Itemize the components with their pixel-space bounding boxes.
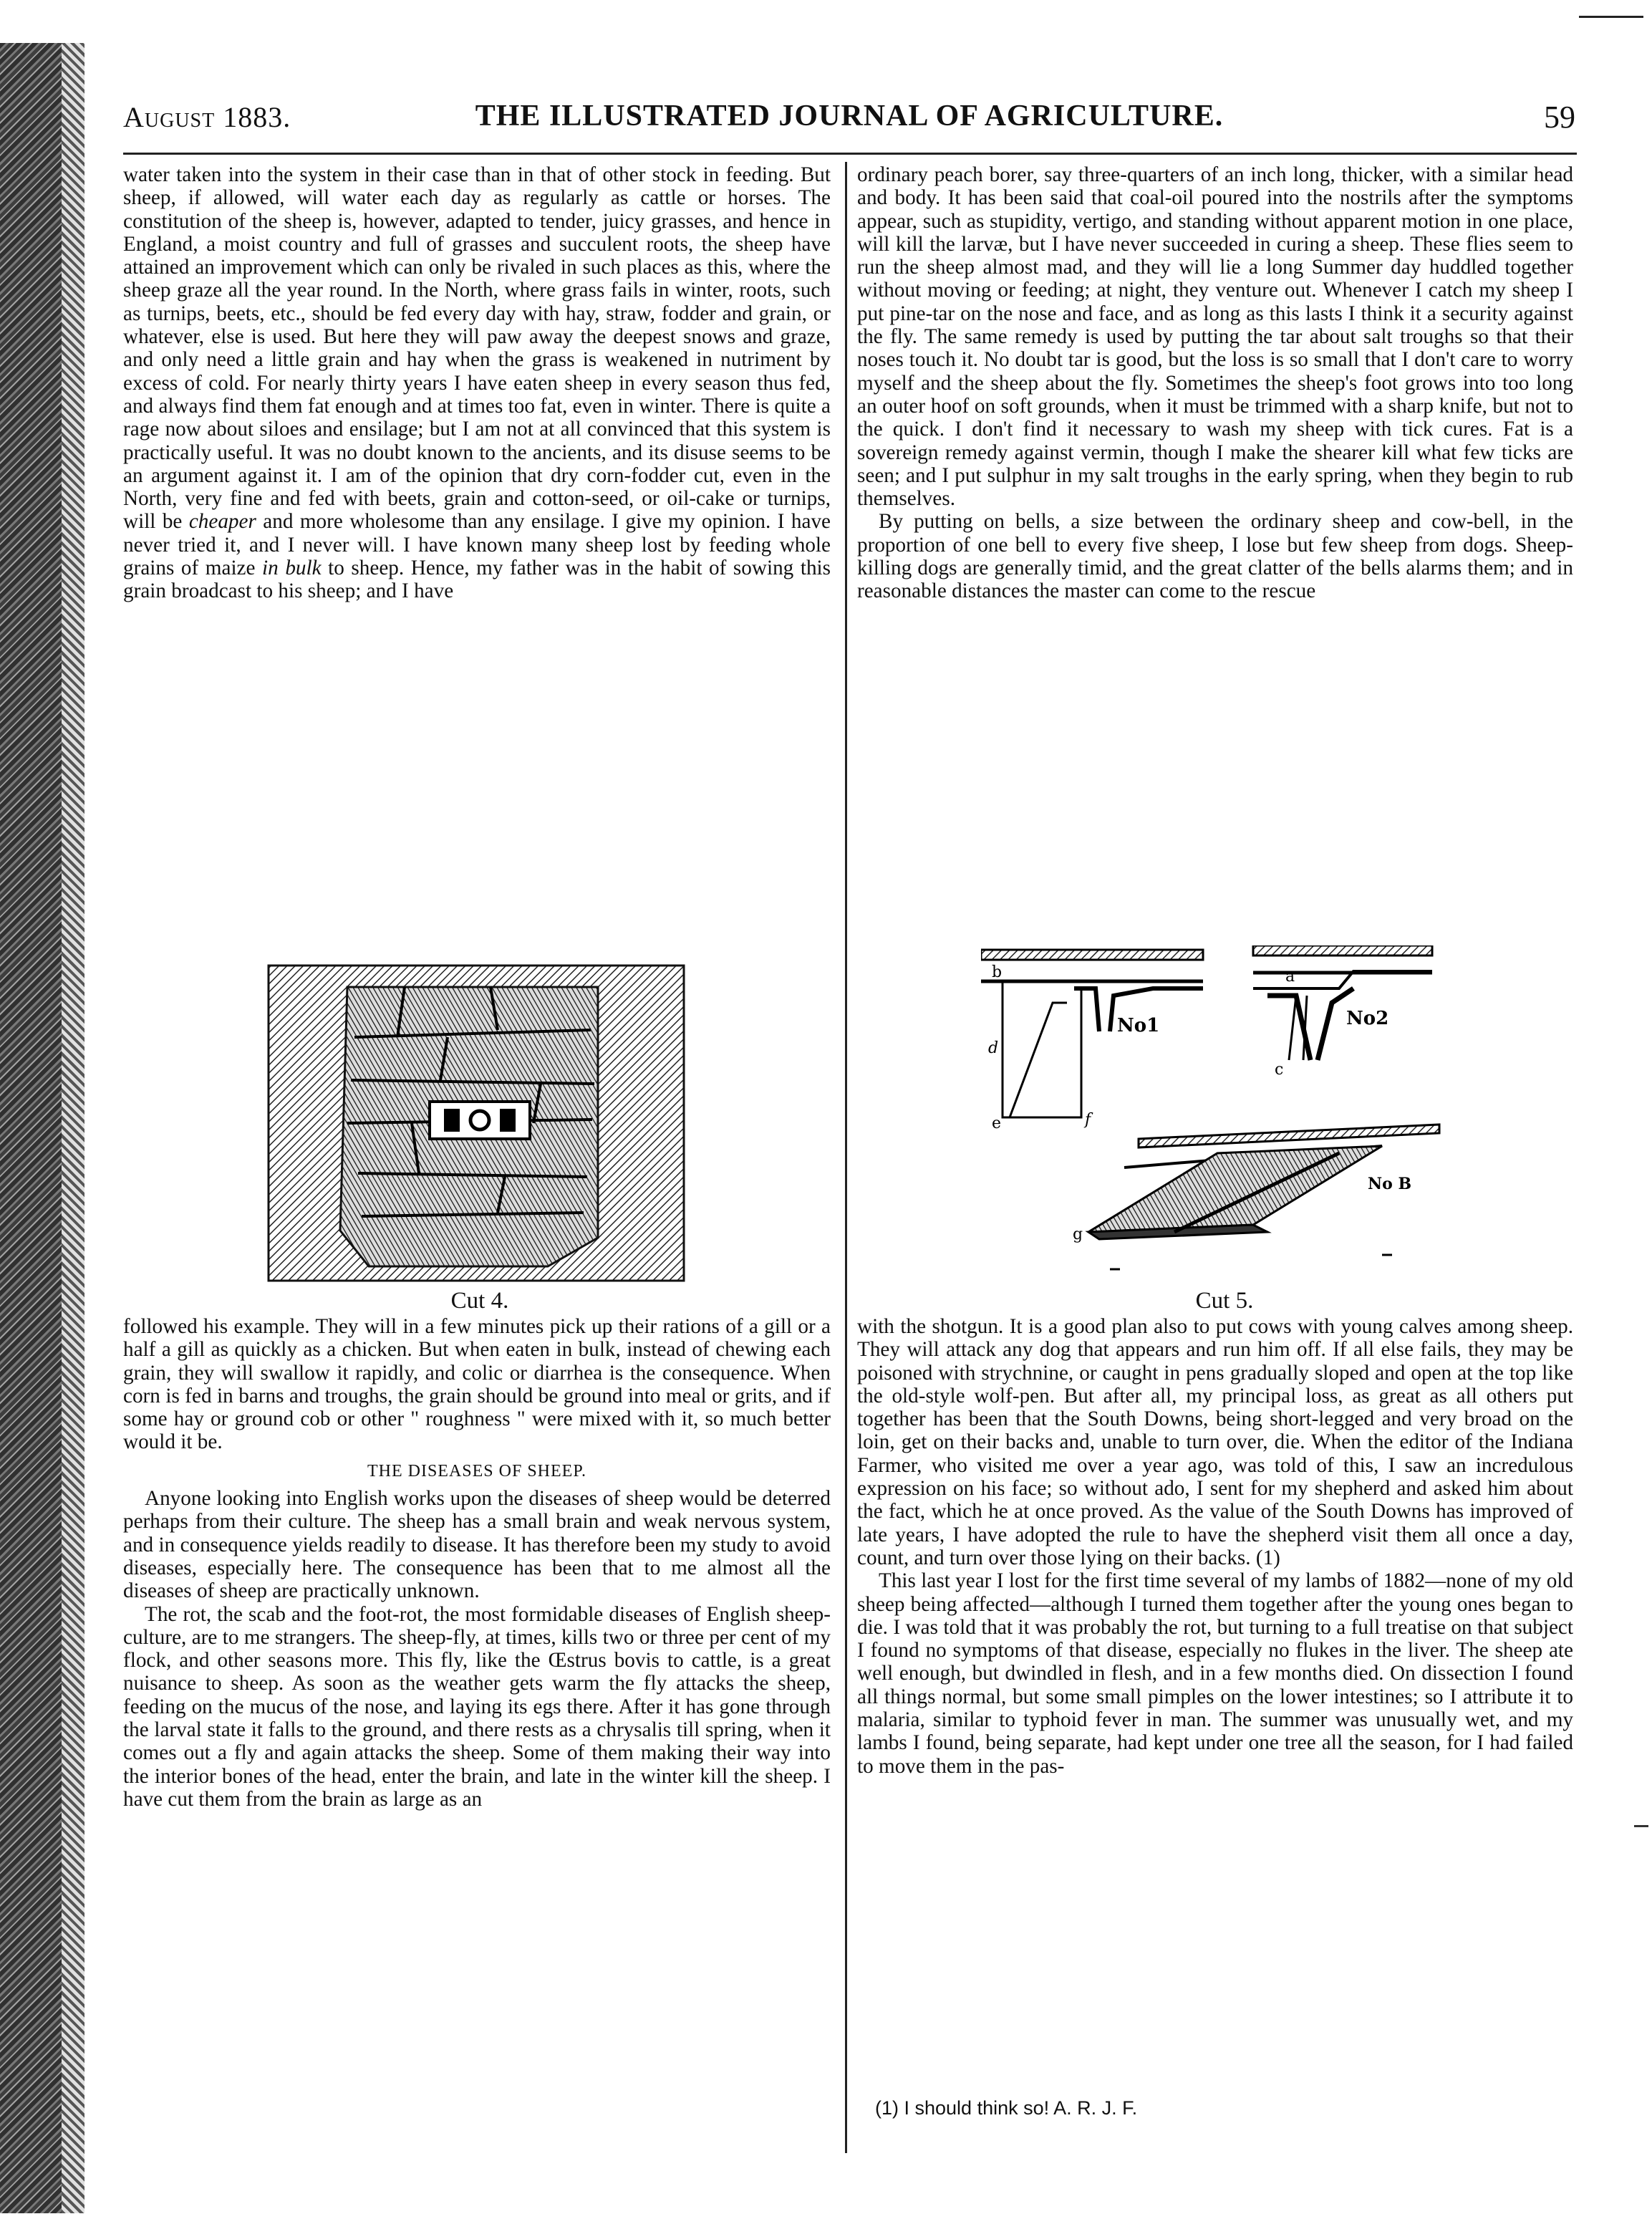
label-no2: No2 — [1346, 1008, 1389, 1029]
header-rule — [123, 153, 1577, 155]
left-paragraph-1: water taken into the system in their case than in that of other stock in feeding. But sheep, if allowed, will water each day as regularly as cattle or horses. The constitution of the sheep is, however, adapted to tender, juicy grasses, and hence in England, a moist country and full of grasses and succulent roots, the sheep have attained an improvement which can only be rivaled in such places as this, where the sheep graze all the year round. In the North, where grass fails in winter, roots, such as turnips, beets, etc., should be fed every day with hay, straw, fodder and grain, or whatever, else is used. But here they will paw away the deepest snows and graze, and only need a little grain and hay when the grass is weakened in nutriment by excess of cold. For nearly thirty years I have eaten sheep in every season thus fed, and always find them fat enough and at times too fat, even in winter. There is quite a rage now about siloes and ensilage; but I am not at all convinced that this system is practically useful. It was no doubt known to the ancients, and its disuse seems to be an argument against it. I am of the opinion that dry corn-fodder cut, even in the North, very fine and fed with beets, grain and cotton-seed, or oil-cake or turnips, will be cheaper and more wholesome than any ensilage. I give my opinion. I have never tried it, and I never will. I have known many sheep lost by feeding whole grains of maize in bulk to sheep. Hence, my father was in the habit of sowing this grain broadcast to his sheep; and I have — [123, 163, 831, 603]
left-paragraph-2: followed his example. They will in a few minutes pick up their rations of a gill or a half a gill as quickly as a chicken. But when eaten in bulk, instead of chewing each grain, they will swallow it rapidly, and colic or diarrhea is the consequence. When corn is fed in barns and troughs, the grain should be ground into meal or grits, and if some hay or ground cob or other " roughness " were mixed with it, so much better would it be. — [123, 1315, 831, 1454]
column-divider — [845, 162, 847, 2153]
margin-mark — [1634, 1825, 1648, 1827]
right-paragraph-2: By putting on bells, a size between the ordinary sheep and cow-bell, in the proportion of one bell to every five sheep, I lose but few sheep from dogs. Sheep-killing dogs are generally timid, and the great clatter of the bells alarms them; and in reasonable distances the master can come to the rescue — [857, 510, 1573, 603]
trough-no2 — [1253, 945, 1432, 1060]
left-column-top — [123, 163, 831, 603]
footnote: (1) I should think so! A. R. J. F. — [875, 2097, 1138, 2119]
right-paragraph-1: ordinary peach borer, say three-quarters of an inch long, thicker, with a similar head and body. It has been said that coal-oil poured into the nostrils after the symptoms appear, such as stupidity, vertigo, and standing without apparent motion in one place, will kill the larvæ, but I have never succeeded in curing a sheep. These flies seem to run the sheep almost mad, and they will lie a long Summer day huddled together without moving or feeding; at night, they venture out. Whenever I catch my sheep I put pine-tar on the nose and face, and as long as this lasts I think it a security against the fly. The same remedy is used by putting the tar about salt troughs so that their noses touch it. No doubt tar is good, but the loss is so small that I don't care to worry myself and the sheep about the fly. Sometimes the sheep's foot grows into too long an outer hoof on soft grounds, when it must be trimmed with a sharp knife, but not to the quick. I don't find it necessary to wash my sheep with tick cures. Fat is a sovereign remedy against vermin, though I make the shearer kill what few ticks are seen; and I put sulphur in my salt troughs in the early spring, when they begin to rub themselves. — [857, 163, 1573, 511]
label-d: d — [988, 1039, 999, 1057]
emphasis-in-bulk: in bulk — [262, 557, 322, 580]
top-margin-rule — [1579, 16, 1643, 18]
emphasis-cheaper: cheaper — [188, 510, 256, 534]
label-b: b — [992, 963, 1003, 981]
label-no1: No1 — [1117, 1015, 1160, 1036]
label-f: f — [1085, 1111, 1091, 1129]
cut-5-caption: Cut 5. — [1195, 1288, 1254, 1314]
running-header — [123, 92, 1575, 142]
right-column-top — [857, 163, 1573, 603]
header-title: THE ILLUSTRATED JOURNAL OF AGRICULTURE. — [475, 100, 1224, 133]
right-column-bottom — [857, 1315, 1573, 1778]
left-column-bottom — [123, 1315, 831, 1811]
left-paragraph-4: The rot, the scab and the foot-rot, the most formidable diseases of English sheep-culture, are to me strangers. The sheep-fly, at times, kills two or three per cent of my flock, and other seasons more. This fly, like the Œstrus bovis to cattle, is a great nuisance to sheep. As soon as the weather gets warm the fly attacks the sheep, feeding on the mucus of the nose, and laying its egs there. After it has gone through the larval state it falls to the ground, and there rests as a chrysalis till spring, when it comes out a fly and again attacks the sheep. Some of them making their way into the interior bones of the head, enter the brain, and late in the winter kill the sheep. I have cut them from the brain as large as an — [123, 1602, 831, 1811]
binding-edge — [0, 43, 84, 2213]
label-a: a — [1285, 968, 1295, 986]
left-paragraph-3: Anyone looking into English works upon the diseases of sheep would be deterred perhaps from their culture. The sheep has a small brain and weak nervous system, and in consequence yields readily to disease. It has therefore been my study to avoid diseases, especially here. The consequence has been that to me almost all the diseases of sheep are practically unknown. — [123, 1487, 831, 1603]
label-g: g — [1073, 1226, 1083, 1243]
trough-no1 — [981, 950, 1203, 1117]
cut-4-illustration — [261, 958, 691, 1288]
label-e: e — [992, 1115, 1002, 1132]
right-paragraph-3: with the shotgun. It is a good plan also to put cows with young calves among sheep. They will attack any dog that appears and run him off. If all else fails, they may be poisoned with strychnine, or caught in pens gradually sloped and open at the top like the old-style wolf-pen. But after all, my principal loss, as great as all others put together has been that the South Downs, being short-legged and very broad on the loin, get on their backs and, unable to turn over, die. When the editor of the Indiana Farmer, who visited me over a year ago, was told of this, I saw an incredulous expression on his face; so without ado, I sent for my shepherd and asked him about the fact, which he at once proved. As the value of the South Downs has improved of late years, I have adopted the rule to have the shepherd visit them all once a day, count, and turn over those lying on their backs. (1) — [857, 1315, 1573, 1569]
label-c: c — [1275, 1061, 1284, 1079]
page-number: 59 — [1544, 100, 1575, 135]
right-paragraph-4: This last year I lost for the first time several of my lambs of 1882—none of my old sheep being affected—although I turned them together after the young ones began to die. I was told that it was probably the rot, but turning to a full treatise on that subject I found no symptoms of that disease, especially no flukes in the liver. The sheep ate well enough, but dwindled in flesh, and in a few months died. On dissection I found all things normal, but some small pimples on the lower intestines; so I attribute it to malaria, similar to typhoid fever in man. The summer was unusually wet, and my lambs I found, being separate, had kept under one tree all the season, for I had failed to move them in the pas- — [857, 1569, 1573, 1778]
label-no3: No B — [1368, 1175, 1412, 1193]
header-date: August 1883. — [123, 101, 291, 133]
section-heading: THE DISEASES OF SHEEP. — [367, 1461, 587, 1481]
cut-5-illustration — [981, 945, 1482, 1282]
cut-4-caption: Cut 4. — [450, 1288, 509, 1314]
